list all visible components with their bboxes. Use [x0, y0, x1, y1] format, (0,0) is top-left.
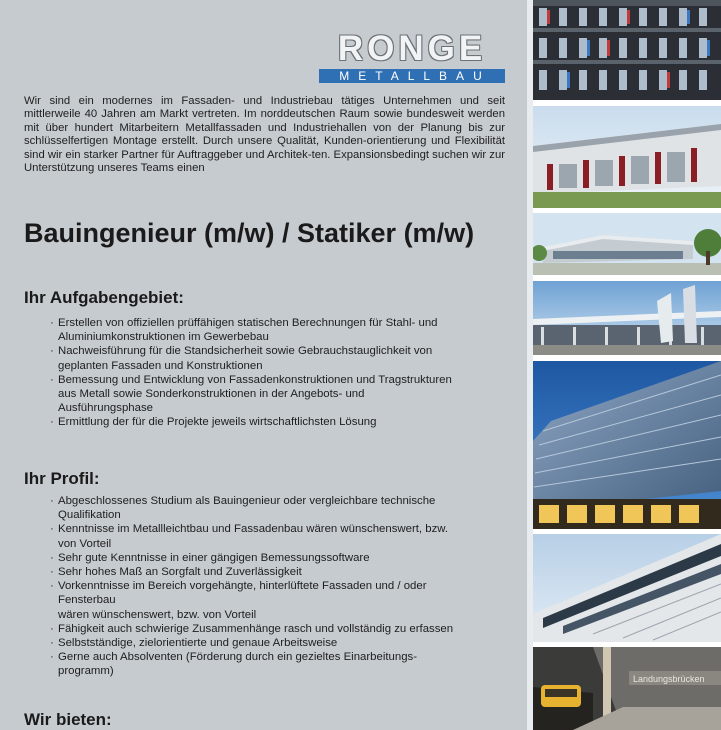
list-item-line: von Vorteil	[58, 537, 112, 550]
list-item	[50, 344, 510, 372]
list-item	[50, 622, 510, 636]
list-item	[50, 565, 510, 579]
company-logo	[319, 30, 505, 83]
list-item	[50, 636, 510, 650]
profile-list	[50, 494, 510, 679]
photo-column	[533, 0, 721, 730]
list-item-line: · Sehr hohes Maß an Sorgfalt und Zuverlässigkeit	[58, 566, 302, 579]
list-item	[50, 494, 510, 522]
list-item-line: Qualifikation	[58, 509, 121, 522]
list-item-line: · Abgeschlossenes Studium als Bauingenieur oder vergleichbare technische	[58, 495, 436, 507]
list-item-line: programm)	[58, 665, 114, 678]
list-item	[50, 579, 510, 622]
list-item-line: · Vorkenntnisse im Bereich vorgehängte, hinterlüftete Fassaden und / oder	[58, 580, 427, 593]
subway-station-photo	[533, 647, 721, 730]
list-item-line: · Selbstständige, zielorientierte und genaue Arbeitsweise	[58, 637, 338, 650]
list-item	[50, 415, 510, 429]
list-item-line: Ausführungsphase	[58, 402, 153, 415]
tasks-list	[50, 316, 510, 430]
logo-subtitle: METALLBAU	[319, 69, 505, 83]
offer-heading: Wir bieten:	[24, 710, 112, 729]
station-canopy-photo	[533, 281, 721, 355]
intro-text: Wir sind ein modernes im Fassaden- und Industriebau tätiges Unternehmen und seit mittlerweile 40 Jahren am Markt vertreten. Im norddeutschen Raum sowie bundesweit werden mit über hundert Mitarbeitern Metallfassaden und Industriehallen von der Planung bis zur schlüsselfertigen Montage erstellt. Durch unsere Qualität, Kunden-orientierung und Flexibilität sind wir ein starker Partner für Auftraggeber und Architek-ten. Expansionsbedingt suchen wir zur Unterstützung unseres Teams einen	[24, 95, 505, 175]
list-item-line: wären wünschenswert, bzw. von Vorteil	[58, 608, 257, 621]
list-item-line: Aluminiumkonstruktionen im Gewerbebau	[58, 331, 269, 344]
list-item-line: aus Metall sowie Sonderkonstruktionen in der Angebots- und	[58, 388, 365, 401]
list-item	[50, 316, 510, 344]
logo-wordmark: RONGE	[337, 29, 487, 68]
diagonal-facade-photo	[533, 534, 721, 642]
job-title: Bauingenieur (m/w) / Statiker (m/w)	[24, 218, 475, 248]
list-item-line: Fensterbau	[58, 594, 116, 607]
list-item-line: geplanten Fassaden und Konstruktionen	[58, 359, 263, 372]
list-item-line: · Ermittlung der für die Projekte jeweils wirtschaftlichsten Lösung	[58, 416, 377, 429]
list-item-line: · Fähigkeit auch schwierige Zusammenhänge rasch und vollständig zu erfassen	[58, 622, 454, 635]
list-item	[50, 373, 510, 416]
list-item	[50, 522, 510, 550]
list-item-line: · Nachweisführung für die Standsicherheit sowie Gebrauchstauglichkeit von	[58, 345, 433, 358]
list-item	[50, 551, 510, 565]
station-sign-text: Landungsbrücken	[633, 674, 705, 684]
list-item-line: · Sehr gute Kenntnisse in einer gängigen Bemessungssoftware	[58, 551, 370, 564]
facade-photo	[533, 0, 721, 100]
glass-hall-photo	[533, 213, 721, 275]
list-item-line: · Erstellen von offiziellen prüffähigen statischen Berechnungen für Stahl- und	[58, 317, 438, 329]
profile-heading: Ihr Profil:	[24, 469, 100, 488]
list-item-line: · Gerne auch Absolventen (Förderung durch ein gezieltes Einarbeitungs-	[58, 651, 418, 664]
list-item-line: · Kenntnisse im Metallleichtbau und Fassadenbau wären wünschenswert, bzw.	[58, 523, 449, 536]
curved-facade-photo	[533, 361, 721, 529]
list-item	[50, 650, 510, 678]
list-item-line: · Bemessung und Entwicklung von Fassadenkonstruktionen und Tragstrukturen	[58, 373, 452, 386]
industrial-hall-photo	[533, 106, 721, 208]
tasks-heading: Ihr Aufgabengebiet:	[24, 288, 184, 307]
